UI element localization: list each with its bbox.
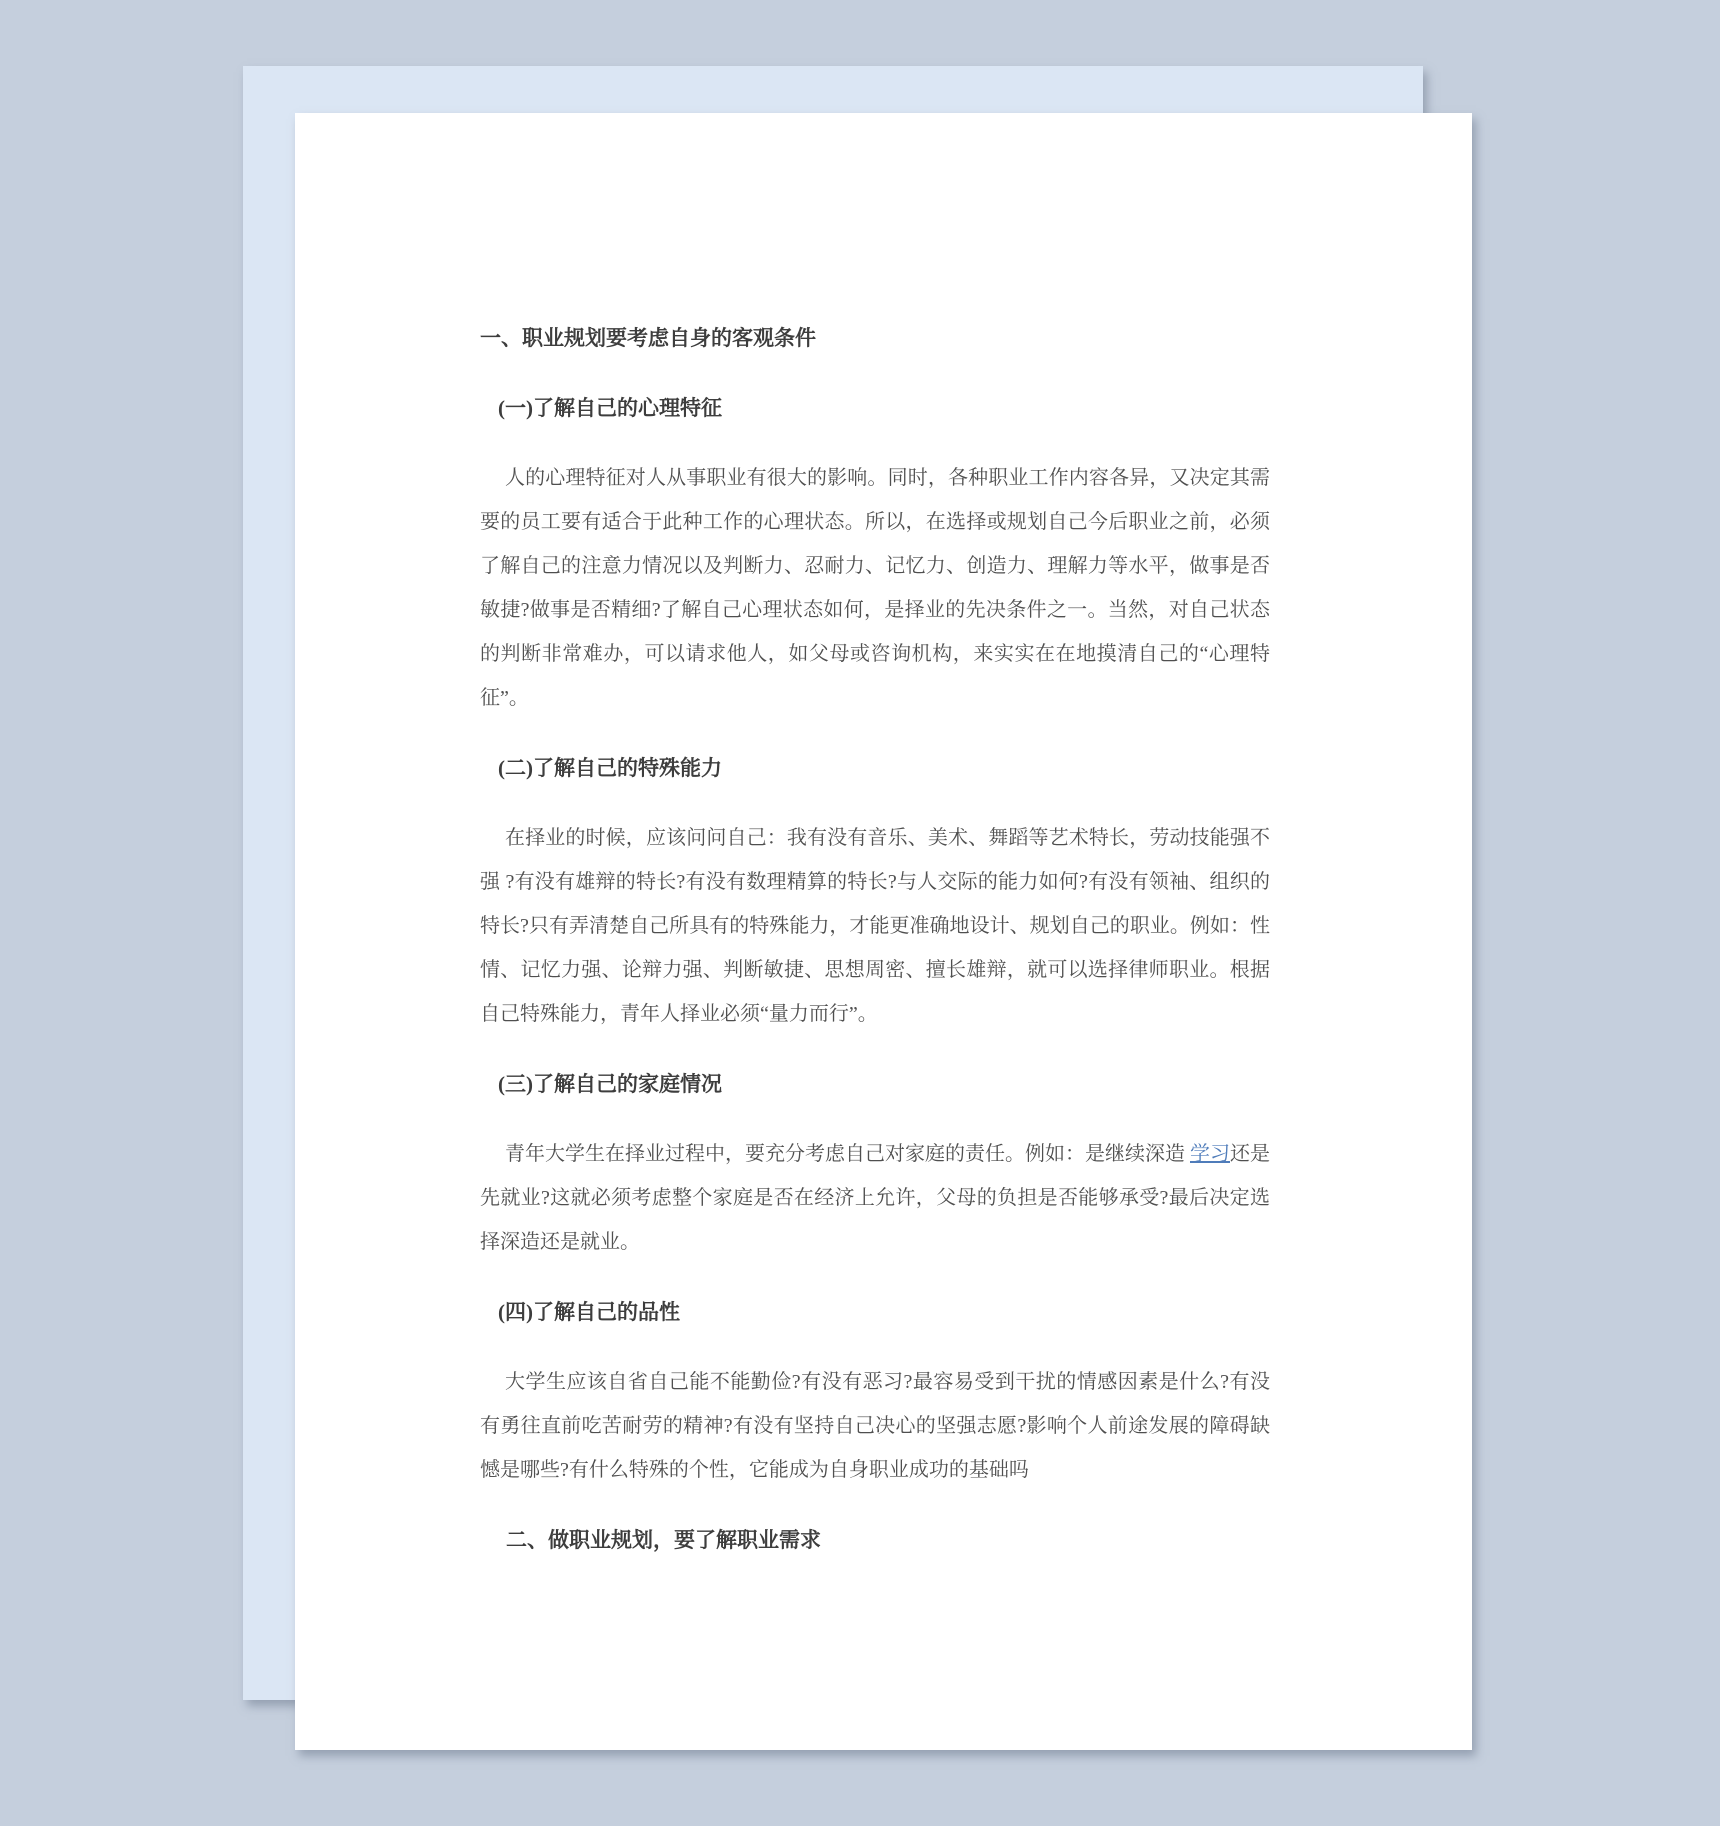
section-2-body: 在择业的时候，应该问问自己：我有没有音乐、美术、舞蹈等艺术特长，劳动技能强不强 ?有没有雄辩的特长?有没有数理精算的特长?与人交际的能力如何?有没有领袖、组织的特长?只有弄清楚自己所具有的特殊能力，才能更准确地设计、规划自己的职业。例如：性情、记忆力强、论辩力强、判断敏捷、思想周密、擅长雄辩，就可以选择律师职业。根据自己特殊能力，青年人择业必须“量力而行”。 [480, 827, 1270, 1025]
section-1-title: (一)了解自己的心理特征 [498, 396, 722, 420]
doc-heading-part-two: 二、做职业规划，要了解职业需求 [506, 1528, 821, 1552]
section-3-title: (三)了解自己的家庭情况 [498, 1072, 722, 1096]
section-4-title: (四)了解自己的品性 [498, 1300, 680, 1324]
section-4-body: 大学生应该自省自己能不能勤俭?有没有恶习?最容易受到干扰的情感因素是什么?有没有勇往直前吃苦耐劳的精神?有没有坚持自己决心的坚强志愿?影响个人前途发展的障碍缺憾是哪些?有什么特殊的个性，它能成为自身职业成功的基础吗 [480, 1371, 1270, 1481]
doc-heading-part-one: 一、职业规划要考虑自身的客观条件 [480, 326, 816, 350]
xuexi-hyperlink[interactable]: 学习 [1190, 1143, 1230, 1165]
section-3-body [480, 1132, 1270, 1264]
document-page [295, 113, 1472, 1750]
document-content [480, 316, 1270, 1562]
section-3-body-before-link: 青年大学生在择业过程中，要充分考虑自己对家庭的责任。例如：是继续深造 [505, 1143, 1190, 1165]
section-2-title: (二)了解自己的特殊能力 [498, 756, 722, 780]
section-1-body: 人的心理特征对人从事职业有很大的影响。同时，各种职业工作内容各异，又决定其需要的员工要有适合于此种工作的心理状态。所以，在选择或规划自己今后职业之前，必须了解自己的注意力情况以及判断力、忍耐力、记忆力、创造力、理解力等水平，做事是否敏捷?做事是否精细?了解自己心理状态如何，是择业的先决条件之一。当然，对自己状态的判断非常难办，可以请求他人，如父母或咨询机构，来实实在在地摸清自己的“心理特征”。 [480, 467, 1270, 709]
section-3-body-after-link: 还是先就业?这就必须考虑整个家庭是否在经济上允许，父母的负担是否能够承受?最后决定选择深造还是就业。 [480, 1143, 1270, 1253]
